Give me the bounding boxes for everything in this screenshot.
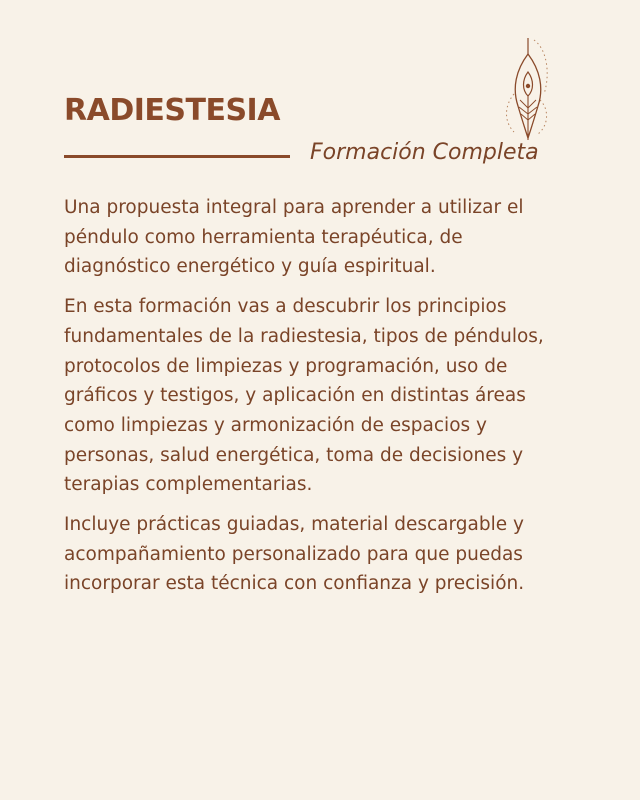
paragraph-content: En esta formación vas a descubrir los principios fundamentales de la radiestesia, tipos de péndulos, protocolos de limpiezas y programación, uso de gráficos y testigos, y aplicación en distintas áreas como limpiezas y armonización de espacios y personas, salud energética, toma de decisiones y terapias complementarias. bbox=[64, 296, 544, 496]
paragraph-includes: Incluye prácticas guiadas, material descargable y acompañamiento personalizado para que puedas incorporar esta técnica con confianza y precisión. bbox=[64, 514, 525, 595]
description bbox=[64, 193, 569, 609]
title-underline bbox=[64, 155, 290, 158]
page-title: RADIESTESIA bbox=[64, 93, 280, 128]
paragraph-intro: Una propuesta integral para aprender a utilizar el péndulo como herramienta terapéutica, de diagnóstico energético y guía espiritual. bbox=[64, 197, 524, 278]
pendulum-feather-icon bbox=[500, 36, 556, 142]
page-subtitle: Formación Completa bbox=[310, 140, 539, 165]
